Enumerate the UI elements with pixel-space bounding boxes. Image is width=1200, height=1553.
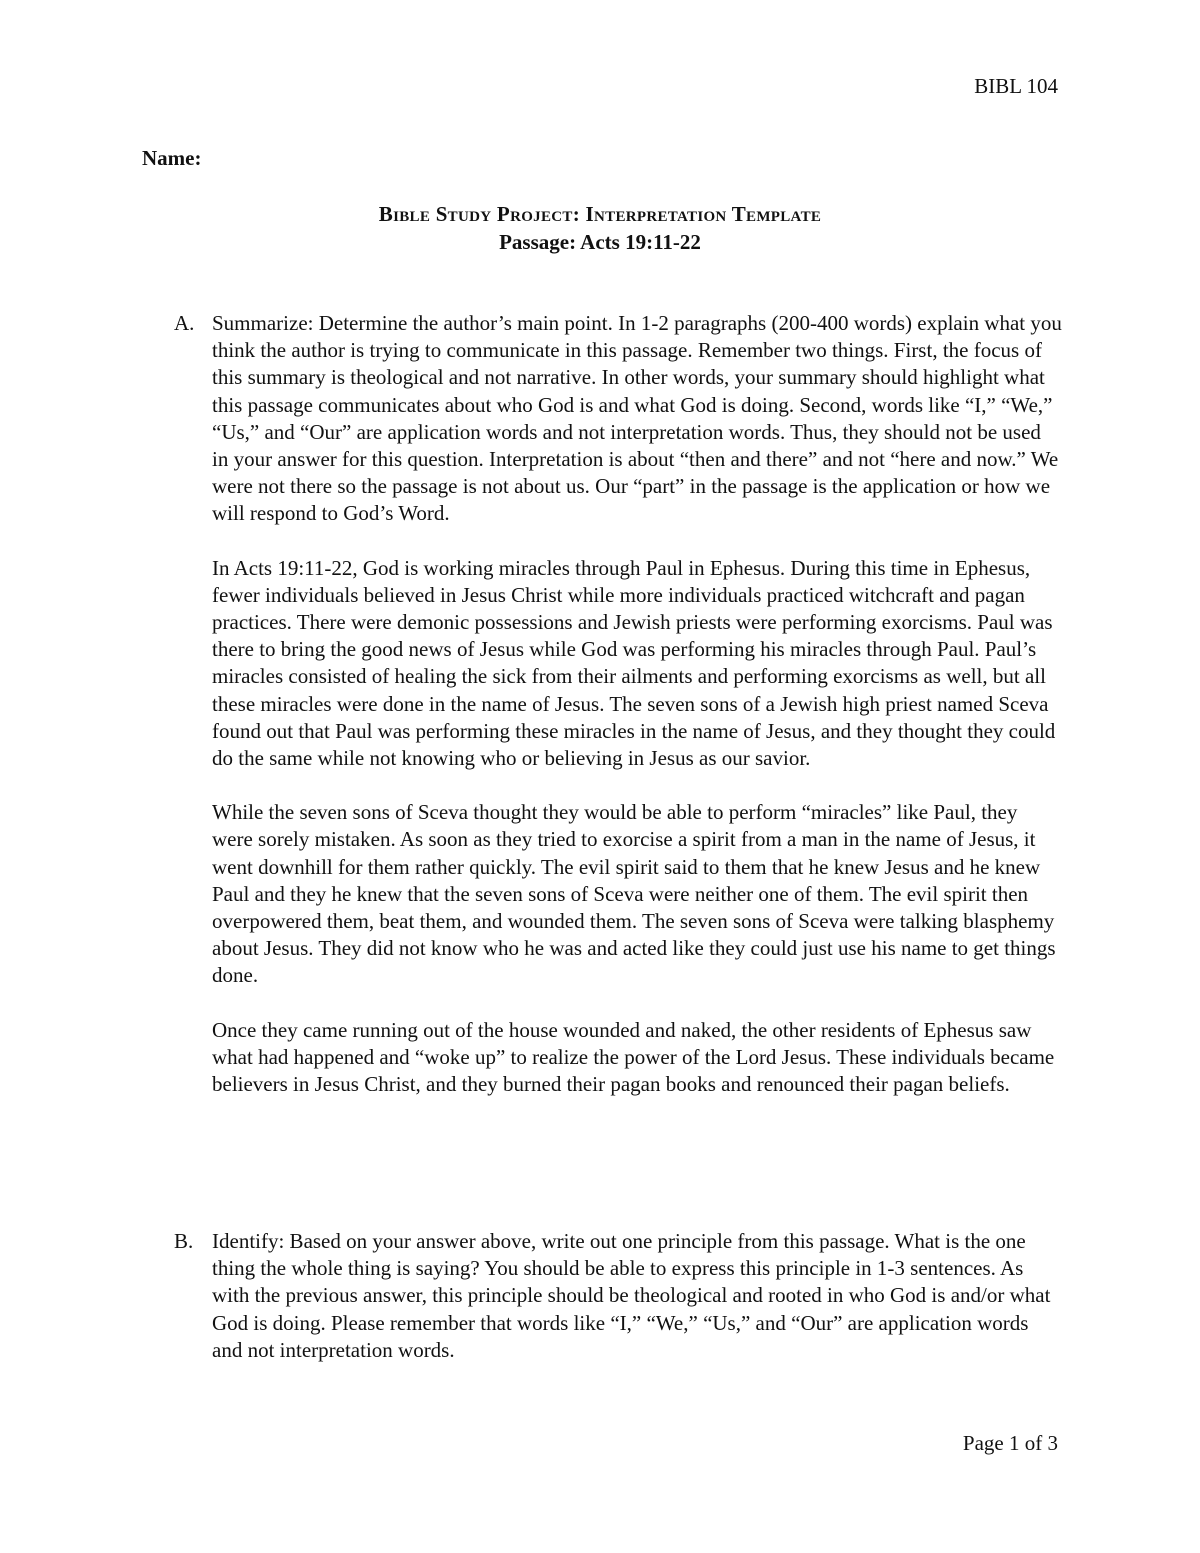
course-code: BIBL 104: [974, 74, 1058, 98]
page-number: Page 1 of 3: [962, 1431, 1058, 1455]
answer-paragraph: While the seven sons of Sceva thought they would be able to perform “miracles” like Paul, they were sorely mistaken. As soon as they tried to exorcise a spirit from a man in the name of Jesus, it went downhill for them rather quickly. The evil spirit said to them that he knew Jesus and he knew Paul and they he knew that the seven sons of Sceva were neither one of them. The evil spirit then overpowered them, beat them, and wounded them. The seven sons of Sceva were talking blasphemy about Jesus. They did not know who he was and acted like they could just use his name to get things done.: [212, 800, 1056, 988]
document-title: Bible Study Project: Interpretation Template: [378, 202, 822, 226]
answer-paragraph: Once they came running out of the house wounded and naked, the other residents of Ephesus saw what had happened and “woke up” to realize the power of the Lord Jesus. These individuals became believers in Jesus Christ, and they burned their pagan books and renounced their pagan beliefs.: [212, 1017, 1055, 1097]
name-label: Name:: [142, 146, 202, 170]
instructions-paragraph: Identify: Based on your answer above, write out one principle from this passage. What is the one thing the whole thing is saying? You should be able to express this principle in 1-3 sentences. As with the previous answer, this principle should be theological and rooted in who God is and/or what God is doing. Please remember that words like “I,” “We,” “Us,” and “Our” are application words and not interpretation words.: [212, 1229, 1051, 1362]
section-content: [212, 310, 1062, 1098]
section-content: [212, 1228, 1062, 1364]
answer-paragraph: In Acts 19:11-22, God is working miracles through Paul in Ephesus. During this time in Ephesus, fewer individuals believed in Jesus Christ while more individuals practiced witchcraft and pagan practices. There were demonic possessions and Jewish priests were performing exorcisms. Paul was there to bring the good news of Jesus while God was performing his miracles through Paul. Paul’s miracles consisted of healing the sick from their ailments and performing exorcisms as well, but all these miracles were done in the name of Jesus. The seven sons of a Jewish high priest named Sceva found out that Paul was performing these miracles in the name of Jesus, and they thought they could do the same while not knowing who or believing in Jesus as our savior.: [212, 555, 1056, 771]
section-a: [174, 310, 1064, 1125]
section-b: [174, 1228, 1064, 1391]
section-marker: A.: [174, 311, 195, 335]
title-block: [0, 200, 1200, 256]
instructions-paragraph: Summarize: Determine the author’s main point. In 1-2 paragraphs (200-400 words) explain what you think the author is trying to communicate in this passage. Remember two things. First, the focus of this summary is theological and not narrative. In other words, your summary should highlight what this passage communicates about who God is and what God is doing. Second, words like “I,” “We,” “Us,” and “Our” are application words and not interpretation words. Thus, they should not be used in your answer for this question. Interpretation is about “then and there” and not “here and now.” We were not there so the passage is not about us. Our “part” in the passage is the application or how we will respond to God’s Word.: [212, 311, 1062, 526]
passage-subtitle: Passage: Acts 19:11-22: [499, 230, 701, 254]
section-marker: B.: [174, 1229, 194, 1253]
